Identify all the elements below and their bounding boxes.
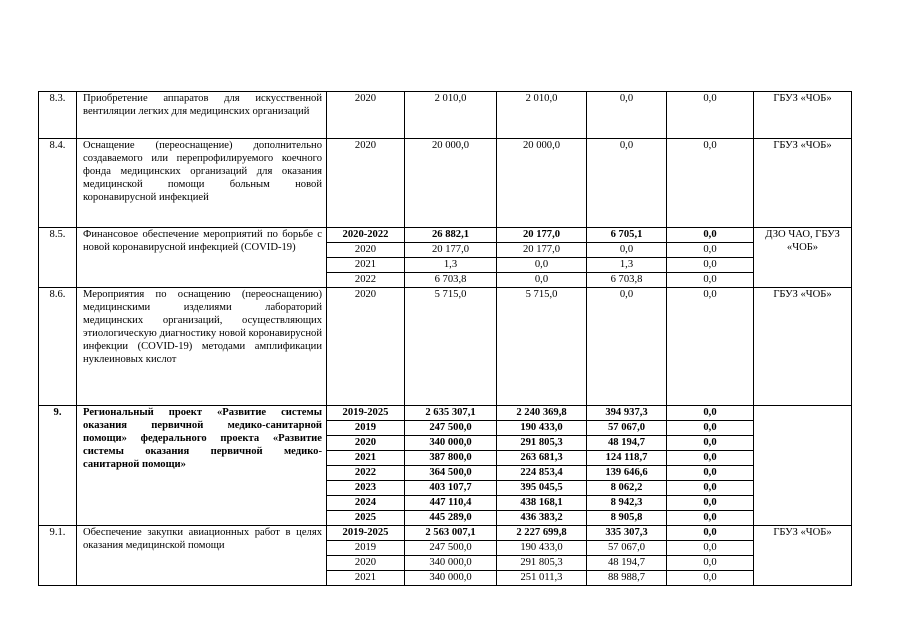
regional-amount-cell: 6 705,1 xyxy=(587,228,667,243)
other-amount-cell: 0,0 xyxy=(667,466,754,481)
federal-amount-cell: 20 177,0 xyxy=(497,228,587,243)
activity-name: Финансовое обеспечение мероприятий по борьбе с новой коронавирусной инфекцией (COVID-19) xyxy=(77,228,327,288)
other-amount-cell: 0,0 xyxy=(667,288,754,406)
total-amount-cell: 247 500,0 xyxy=(405,541,497,556)
year-cell: 2020 xyxy=(327,288,405,406)
activity-name: Приобретение аппаратов для искусственной вентиляции легких для медицинских организаций xyxy=(77,92,327,139)
table-body xyxy=(39,92,852,586)
federal-amount-cell: 0,0 xyxy=(497,258,587,273)
total-amount-cell: 445 289,0 xyxy=(405,511,497,526)
total-amount-cell: 2 635 307,1 xyxy=(405,406,497,421)
budget-table-container xyxy=(38,91,852,586)
federal-amount-cell: 2 240 369,8 xyxy=(497,406,587,421)
table-row xyxy=(39,406,852,421)
other-amount-cell: 0,0 xyxy=(667,496,754,511)
row-number: 8.5. xyxy=(39,228,77,288)
year-cell: 2020 xyxy=(327,243,405,258)
regional-amount-cell: 124 118,7 xyxy=(587,451,667,466)
regional-amount-cell: 88 988,7 xyxy=(587,571,667,586)
table-row xyxy=(39,228,852,243)
executor-cell: ДЗО ЧАО, ГБУЗ «ЧОБ» xyxy=(754,228,852,288)
regional-amount-cell: 0,0 xyxy=(587,243,667,258)
table-row xyxy=(39,92,852,139)
regional-amount-cell: 0,0 xyxy=(587,92,667,139)
total-amount-cell: 6 703,8 xyxy=(405,273,497,288)
executor-cell: ГБУЗ «ЧОБ» xyxy=(754,92,852,139)
federal-amount-cell: 20 177,0 xyxy=(497,243,587,258)
year-cell: 2019 xyxy=(327,421,405,436)
other-amount-cell: 0,0 xyxy=(667,436,754,451)
year-cell: 2025 xyxy=(327,511,405,526)
total-amount-cell: 447 110,4 xyxy=(405,496,497,511)
other-amount-cell: 0,0 xyxy=(667,526,754,541)
regional-amount-cell: 48 194,7 xyxy=(587,436,667,451)
table-row xyxy=(39,526,852,541)
table-row xyxy=(39,288,852,406)
table-row xyxy=(39,139,852,228)
federal-amount-cell: 291 805,3 xyxy=(497,436,587,451)
total-amount-cell: 26 882,1 xyxy=(405,228,497,243)
other-amount-cell: 0,0 xyxy=(667,571,754,586)
regional-amount-cell: 48 194,7 xyxy=(587,556,667,571)
federal-amount-cell: 2 227 699,8 xyxy=(497,526,587,541)
federal-amount-cell: 251 011,3 xyxy=(497,571,587,586)
year-cell: 2020 xyxy=(327,556,405,571)
other-amount-cell: 0,0 xyxy=(667,511,754,526)
row-number: 8.6. xyxy=(39,288,77,406)
federal-amount-cell: 395 045,5 xyxy=(497,481,587,496)
year-cell: 2019-2025 xyxy=(327,526,405,541)
total-amount-cell: 364 500,0 xyxy=(405,466,497,481)
other-amount-cell: 0,0 xyxy=(667,556,754,571)
executor-cell: ГБУЗ «ЧОБ» xyxy=(754,288,852,406)
regional-amount-cell: 8 905,8 xyxy=(587,511,667,526)
federal-amount-cell: 224 853,4 xyxy=(497,466,587,481)
row-number: 9.1. xyxy=(39,526,77,586)
other-amount-cell: 0,0 xyxy=(667,451,754,466)
year-cell: 2021 xyxy=(327,571,405,586)
other-amount-cell: 0,0 xyxy=(667,258,754,273)
total-amount-cell: 1,3 xyxy=(405,258,497,273)
federal-amount-cell: 190 433,0 xyxy=(497,421,587,436)
federal-amount-cell: 291 805,3 xyxy=(497,556,587,571)
federal-amount-cell: 436 383,2 xyxy=(497,511,587,526)
federal-amount-cell: 5 715,0 xyxy=(497,288,587,406)
federal-amount-cell: 263 681,3 xyxy=(497,451,587,466)
other-amount-cell: 0,0 xyxy=(667,406,754,421)
total-amount-cell: 5 715,0 xyxy=(405,288,497,406)
year-cell: 2020 xyxy=(327,436,405,451)
other-amount-cell: 0,0 xyxy=(667,273,754,288)
regional-amount-cell: 1,3 xyxy=(587,258,667,273)
executor-cell: ГБУЗ «ЧОБ» xyxy=(754,526,852,586)
year-cell: 2019 xyxy=(327,541,405,556)
row-number: 8.3. xyxy=(39,92,77,139)
federal-amount-cell: 20 000,0 xyxy=(497,139,587,228)
year-cell: 2024 xyxy=(327,496,405,511)
total-amount-cell: 247 500,0 xyxy=(405,421,497,436)
other-amount-cell: 0,0 xyxy=(667,541,754,556)
year-cell: 2019-2025 xyxy=(327,406,405,421)
regional-amount-cell: 6 703,8 xyxy=(587,273,667,288)
other-amount-cell: 0,0 xyxy=(667,92,754,139)
year-cell: 2022 xyxy=(327,466,405,481)
executor-cell: ГБУЗ «ЧОБ» xyxy=(754,139,852,228)
total-amount-cell: 20 000,0 xyxy=(405,139,497,228)
regional-amount-cell: 8 942,3 xyxy=(587,496,667,511)
regional-amount-cell: 139 646,6 xyxy=(587,466,667,481)
total-amount-cell: 2 010,0 xyxy=(405,92,497,139)
year-cell: 2022 xyxy=(327,273,405,288)
regional-amount-cell: 57 067,0 xyxy=(587,541,667,556)
year-cell: 2020 xyxy=(327,139,405,228)
total-amount-cell: 340 000,0 xyxy=(405,436,497,451)
regional-amount-cell: 0,0 xyxy=(587,139,667,228)
total-amount-cell: 340 000,0 xyxy=(405,556,497,571)
regional-amount-cell: 394 937,3 xyxy=(587,406,667,421)
other-amount-cell: 0,0 xyxy=(667,481,754,496)
total-amount-cell: 403 107,7 xyxy=(405,481,497,496)
activity-name: Мероприятия по оснащению (переоснащению) медицинскими изделиями лабораторий медицинских организаций, осуществляющих этиологическую диагностику новой коронавирусной инфекции (COVID-19) методами амплификации нуклеиновых кислот xyxy=(77,288,327,406)
total-amount-cell: 340 000,0 xyxy=(405,571,497,586)
row-number: 9. xyxy=(39,406,77,526)
executor-cell xyxy=(754,406,852,526)
other-amount-cell: 0,0 xyxy=(667,421,754,436)
activity-name: Региональный проект «Развитие системы оказания первичной медико-санитарной помощи» федерального проекта «Развитие системы оказания первичной медико-санитарной помощи» xyxy=(77,406,327,526)
regional-amount-cell: 8 062,2 xyxy=(587,481,667,496)
other-amount-cell: 0,0 xyxy=(667,228,754,243)
regional-amount-cell: 0,0 xyxy=(587,288,667,406)
total-amount-cell: 2 563 007,1 xyxy=(405,526,497,541)
federal-amount-cell: 2 010,0 xyxy=(497,92,587,139)
year-cell: 2021 xyxy=(327,451,405,466)
federal-amount-cell: 0,0 xyxy=(497,273,587,288)
activity-name: Обеспечение закупки авиационных работ в целях оказания медицинской помощи xyxy=(77,526,327,586)
year-cell: 2023 xyxy=(327,481,405,496)
total-amount-cell: 20 177,0 xyxy=(405,243,497,258)
federal-amount-cell: 190 433,0 xyxy=(497,541,587,556)
other-amount-cell: 0,0 xyxy=(667,139,754,228)
year-cell: 2021 xyxy=(327,258,405,273)
other-amount-cell: 0,0 xyxy=(667,243,754,258)
row-number: 8.4. xyxy=(39,139,77,228)
total-amount-cell: 387 800,0 xyxy=(405,451,497,466)
regional-amount-cell: 335 307,3 xyxy=(587,526,667,541)
budget-table xyxy=(38,91,852,586)
federal-amount-cell: 438 168,1 xyxy=(497,496,587,511)
year-cell: 2020 xyxy=(327,92,405,139)
year-cell: 2020-2022 xyxy=(327,228,405,243)
activity-name: Оснащение (переоснащение) дополнительно создаваемого или перепрофилируемого коечного фонда медицинских организаций для оказания медицинской помощи больным новой коронавирусной инфекцией xyxy=(77,139,327,228)
regional-amount-cell: 57 067,0 xyxy=(587,421,667,436)
